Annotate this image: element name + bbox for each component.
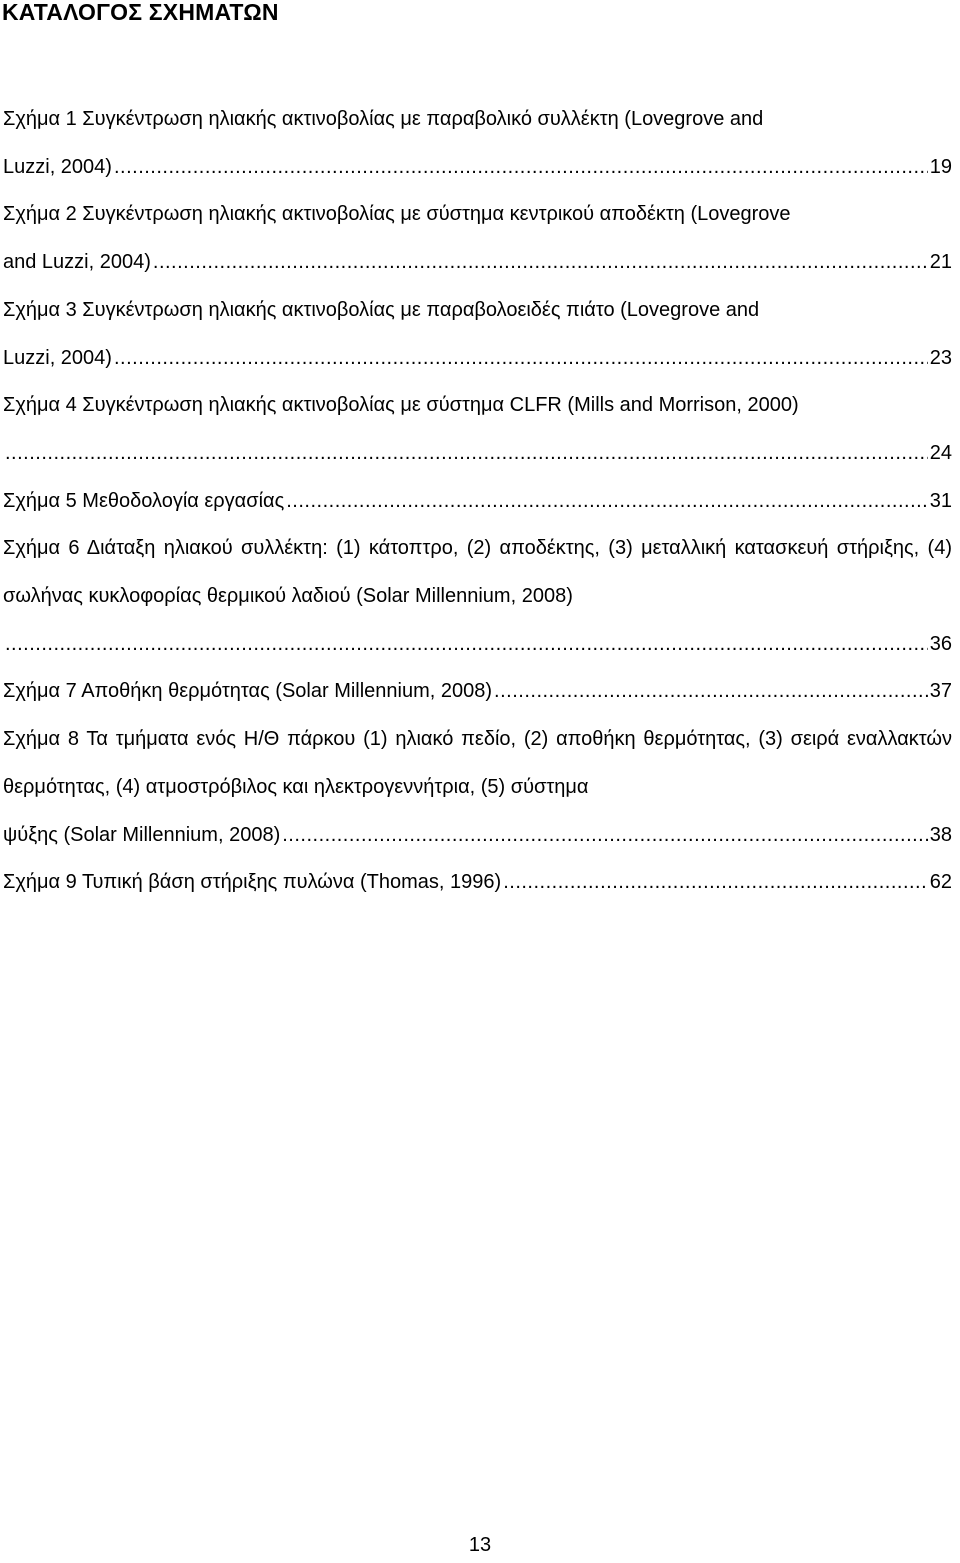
entry-tail-line xyxy=(3,621,952,669)
entry-tail-text: ψύξης (Solar Millennium, 2008) xyxy=(3,823,281,846)
entry-page-ref: 62 xyxy=(929,871,952,894)
entry-tail-line xyxy=(3,812,952,860)
entry-lead-text: Σχήμα 3 Συγκέντρωση ηλιακής ακτινοβολίας με παραβολοειδές πιάτο (Lovegrove and xyxy=(3,298,760,321)
entry-page-ref: 24 xyxy=(929,441,952,464)
dot-leader xyxy=(5,621,928,669)
entry-tail-line xyxy=(3,335,952,383)
entry-page-ref: 38 xyxy=(929,823,952,846)
list-item[interactable] xyxy=(3,478,952,526)
dot-leader xyxy=(114,144,928,192)
dot-leader xyxy=(5,430,928,478)
entry-page-ref: 21 xyxy=(929,251,952,274)
list-item[interactable] xyxy=(3,668,952,716)
entry-tail-text: Σχήμα 9 Τυπική βάση στήριξης πυλώνα (Thomas, 1996) xyxy=(3,871,502,894)
list-item[interactable] xyxy=(3,716,952,859)
figure-list xyxy=(3,96,952,907)
dot-leader xyxy=(286,478,928,526)
entry-tail-line xyxy=(3,478,952,526)
entry-tail-line xyxy=(3,859,952,907)
entry-tail-text: Luzzi, 2004) xyxy=(3,346,112,369)
entry-lead-text: Σχήμα 1 Συγκέντρωση ηλιακής ακτινοβολίας με παραβολικό συλλέκτη (Lovegrove and xyxy=(3,108,764,130)
list-item[interactable] xyxy=(3,191,952,286)
list-item[interactable] xyxy=(3,382,952,477)
dot-leader xyxy=(494,668,928,716)
list-item[interactable] xyxy=(3,525,952,668)
entry-page-ref: 31 xyxy=(929,489,952,512)
entry-tail-text: Luzzi, 2004) xyxy=(3,155,112,178)
entry-tail-line xyxy=(3,668,952,716)
page-number: 13 xyxy=(468,1534,492,1556)
entry-lead-text: Σχήμα 8 Τα τμήματα ενός Η/Θ πάρκου (1) ηλιακό πεδίο, (2) αποθήκη θερμότητας, (3) σειρά εναλλακτών θερμότητας, (4) ατμοστρόβιλος και ηλεκτρογεννήτρια, (5) σύστημα xyxy=(3,728,952,798)
entry-tail-line xyxy=(3,430,952,478)
list-item[interactable] xyxy=(3,859,952,907)
entry-lead-text: Σχήμα 2 Συγκέντρωση ηλιακής ακτινοβολίας με σύστημα κεντρικού αποδέκτη (Lovegrove xyxy=(3,203,791,226)
entry-page-ref: 37 xyxy=(929,680,952,703)
list-item[interactable] xyxy=(3,287,952,382)
entry-tail-text: Σχήμα 5 Μεθοδολογία εργασίας xyxy=(3,489,285,512)
dot-leader xyxy=(153,239,928,287)
page-title: ΚΑΤΑΛΟΓΟΣ ΣΧΗΜΑΤΩΝ xyxy=(2,0,279,25)
entry-page-ref: 23 xyxy=(929,346,952,369)
entry-page-ref: 19 xyxy=(929,155,952,178)
dot-leader xyxy=(282,812,928,860)
entry-tail-line xyxy=(3,144,952,192)
entry-page-ref: 36 xyxy=(929,632,952,655)
entry-tail-text: Σχήμα 7 Αποθήκη θερμότητας (Solar Millennium, 2008) xyxy=(3,680,493,703)
dot-leader xyxy=(114,335,928,383)
entry-tail-text: and Luzzi, 2004) xyxy=(3,251,151,274)
list-item[interactable] xyxy=(3,96,952,191)
dot-leader xyxy=(503,859,928,907)
entry-lead-text: Σχήμα 6 Διάταξη ηλιακού συλλέκτη: (1) κάτοπτρο, (2) αποδέκτης, (3) μεταλλική κατασκευή στήριξης, (4) σωλήνας κυκλοφορίας θερμικού λαδιού (Solar Millennium, 2008) xyxy=(3,537,952,608)
entry-lead-text: Σχήμα 4 Συγκέντρωση ηλιακής ακτινοβολίας με σύστημα CLFR (Mills and Morrison, 2000) xyxy=(3,394,799,417)
entry-tail-line xyxy=(3,239,952,287)
